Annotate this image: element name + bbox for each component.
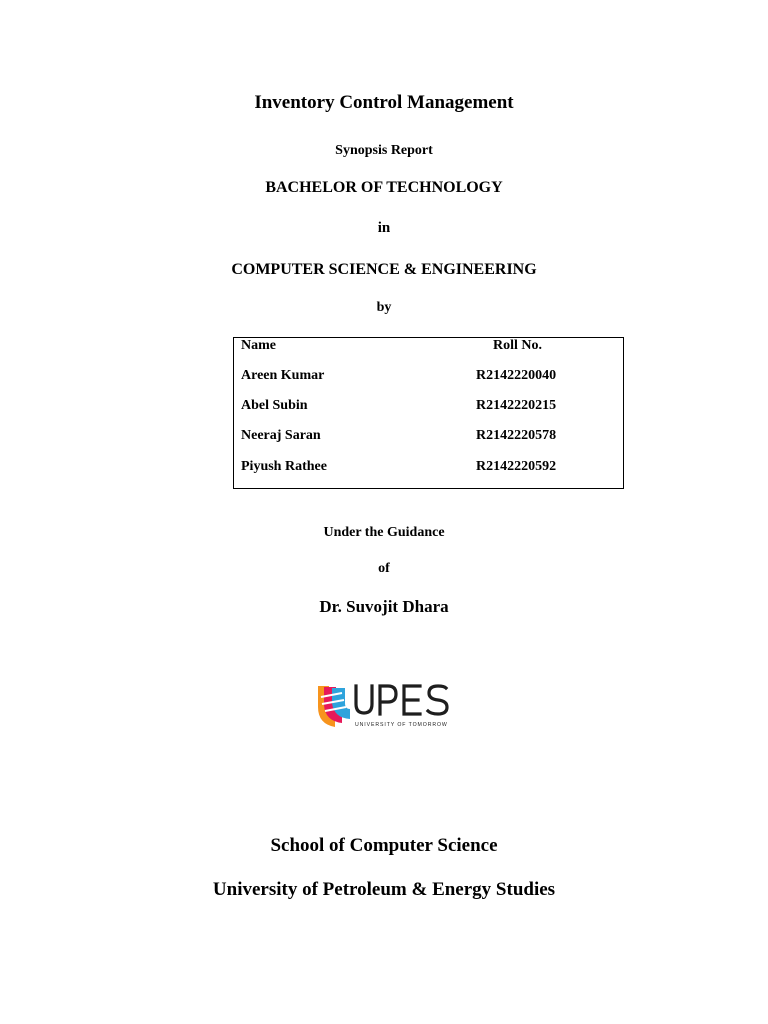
table-row (234, 368, 623, 388)
guidance-label: Under the Guidance (323, 525, 445, 540)
upes-emblem-icon (318, 686, 350, 727)
school-name: School of Computer Science (270, 835, 498, 856)
upes-logo (316, 683, 452, 729)
by-label: by (376, 300, 392, 315)
table-header-row (234, 338, 623, 358)
table-row (234, 459, 623, 479)
table-row (234, 428, 623, 448)
member-roll: R2142220040 (476, 368, 557, 383)
member-roll: R2142220578 (476, 428, 557, 443)
name-column-header: Name (241, 338, 276, 353)
member-name: Areen Kumar (241, 368, 325, 383)
table-row (234, 398, 623, 418)
member-roll: R2142220592 (476, 459, 557, 474)
upes-tagline: UNIVERSITY OF TOMORROW (355, 722, 448, 728)
in-label: in (377, 220, 391, 236)
department: COMPUTER SCIENCE & ENGINEERING (231, 261, 537, 278)
of-label: of (378, 561, 390, 576)
document-title: Inventory Control Management (254, 92, 514, 113)
members-table (233, 337, 624, 489)
roll-column-header: Roll No. (493, 338, 542, 353)
report-type: Synopsis Report (335, 143, 433, 158)
university-name: University of Petroleum & Energy Studies (212, 879, 556, 900)
member-name: Piyush Rathee (241, 459, 327, 474)
member-name: Neeraj Saran (241, 428, 321, 443)
upes-wordmark (356, 686, 447, 714)
member-roll: R2142220215 (476, 398, 557, 413)
degree: BACHELOR OF TECHNOLOGY (265, 179, 503, 196)
guide-name: Dr. Suvojit Dhara (319, 597, 449, 616)
member-name: Abel Subin (241, 398, 308, 413)
